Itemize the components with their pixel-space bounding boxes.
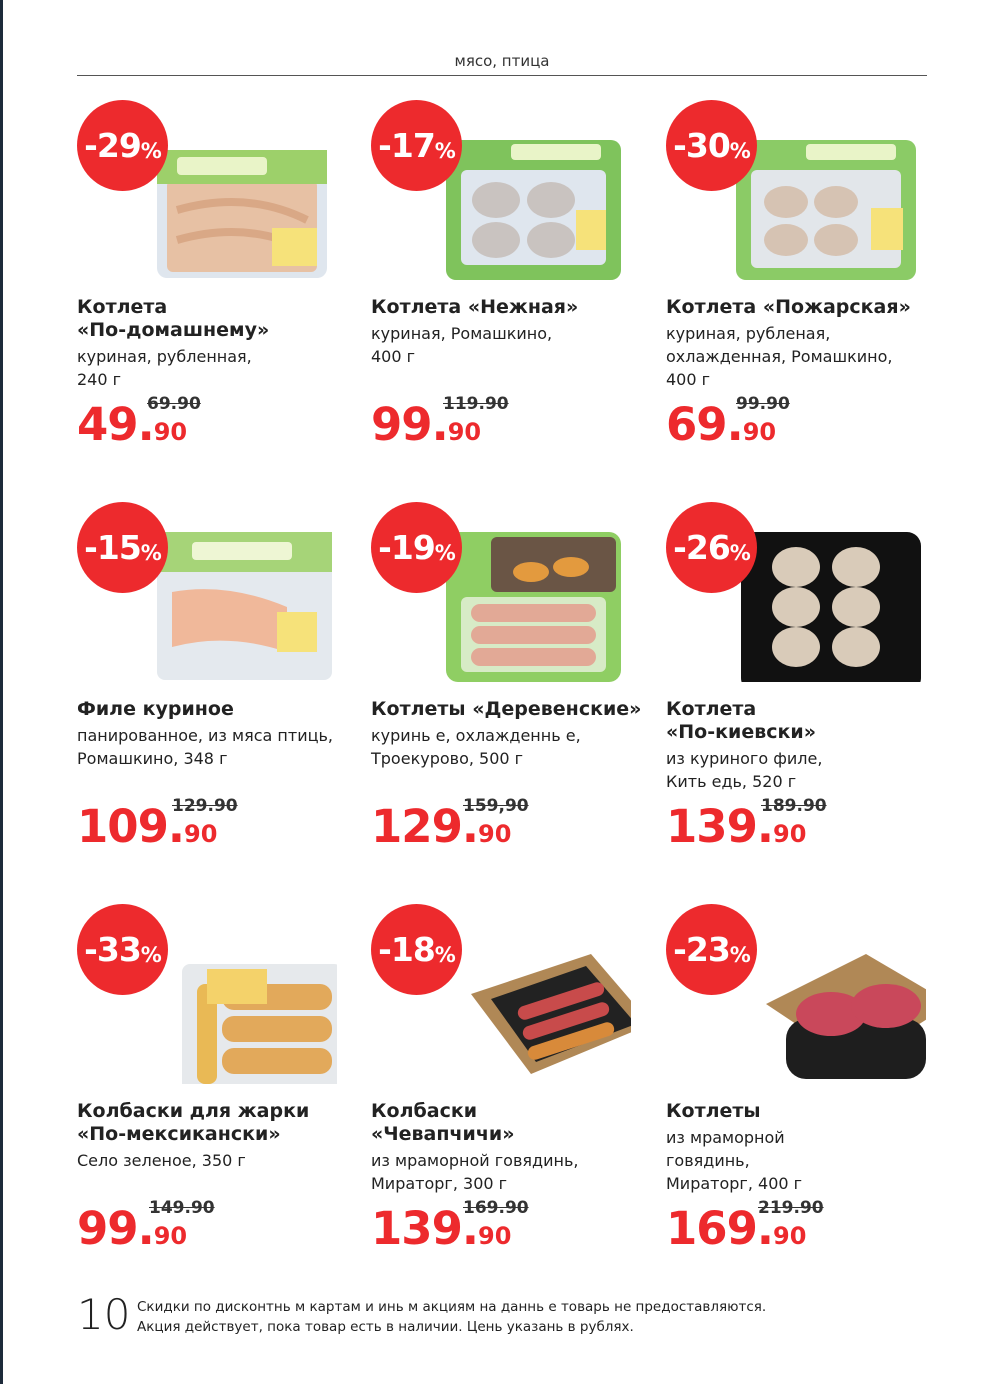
- product-name: Котлета «Нежная»: [371, 296, 579, 318]
- new-price: 99.90: [77, 1202, 188, 1255]
- product-desc: 400 г: [371, 347, 416, 366]
- product-card: [666, 502, 951, 892]
- product-desc: говядинь,: [666, 1151, 750, 1170]
- product-name: Филе куриное: [77, 698, 234, 720]
- section-title: мясо, птица: [454, 52, 550, 70]
- old-price: 189.90: [761, 796, 827, 816]
- old-price: 129.90: [172, 796, 238, 816]
- new-price: 139.90: [371, 1202, 512, 1255]
- product-desc: куриная, рубленная,: [77, 347, 252, 366]
- product-name: «По-киевски»: [666, 721, 816, 743]
- old-price: 99.90: [736, 394, 790, 414]
- product-name: «По-мексикански»: [77, 1123, 281, 1145]
- discount-badge: -15 %: [77, 502, 168, 593]
- product-desc: панированное, из мяса птиць,: [77, 726, 333, 745]
- disclaimer-line: Скидки по дисконтнь м картам и инь м акциям на даннь е товарь не предоставляются.: [137, 1299, 767, 1315]
- product-card: [77, 100, 362, 490]
- product-desc: 400 г: [666, 370, 711, 389]
- product-desc: Ромашкино, 348 г: [77, 749, 228, 768]
- product-desc: куриная, рубленая,: [666, 324, 831, 343]
- new-price: 169.90: [666, 1202, 807, 1255]
- product-card: [77, 904, 362, 1294]
- old-price: 169.90: [463, 1198, 529, 1218]
- product-name: Котлеты: [666, 1100, 761, 1122]
- product-name: Котлеты «Деревенские»: [371, 698, 642, 720]
- product-name: Колбаски: [371, 1100, 478, 1122]
- product-desc: 240 г: [77, 370, 122, 389]
- price-block: [371, 394, 656, 460]
- price-block: [371, 1198, 656, 1264]
- product-desc: Село зеленое, 350 г: [77, 1151, 246, 1170]
- product-desc: Кить едь, 520 г: [666, 772, 797, 791]
- disclaimer: [137, 1297, 937, 1337]
- price-block: [371, 796, 656, 862]
- discount-badge: -26 %: [666, 502, 757, 593]
- product-card: [77, 502, 362, 892]
- product-name: Котлета: [77, 296, 168, 318]
- product-desc: куриная, Ромашкино,: [371, 324, 553, 343]
- product-name: Колбаски для жарки: [77, 1100, 310, 1122]
- new-price: 129.90: [371, 800, 512, 853]
- price-block: [77, 394, 362, 460]
- new-price: 109.90: [77, 800, 218, 853]
- product-card: [666, 100, 951, 490]
- product-desc: из куриного филе,: [666, 749, 823, 768]
- discount-badge: -18 %: [371, 904, 462, 995]
- new-price: 69.90: [666, 398, 777, 451]
- disclaimer-line: Акция действует, пока товар есть в наличии. Цень указань в рублях.: [137, 1319, 634, 1335]
- new-price: 49.90: [77, 398, 188, 451]
- old-price: 219.90: [758, 1198, 824, 1218]
- new-price: 99.90: [371, 398, 482, 451]
- price-block: [666, 1198, 951, 1264]
- discount-badge: -19 %: [371, 502, 462, 593]
- old-price: 159,90: [463, 796, 529, 816]
- product-card: [371, 100, 656, 490]
- old-price: 119.90: [443, 394, 509, 414]
- price-block: [666, 796, 951, 862]
- product-desc: Мираторг, 300 г: [371, 1174, 508, 1193]
- product-desc: куринь е, охлажденнь е,: [371, 726, 581, 745]
- product-desc: Мираторг, 400 г: [666, 1174, 803, 1193]
- product-card: [666, 904, 951, 1294]
- product-name: «Чевапчичи»: [371, 1123, 515, 1145]
- product-name: Котлета: [666, 698, 757, 720]
- discount-badge: -33 %: [77, 904, 168, 995]
- page-edge: [0, 0, 3, 1384]
- discount-badge: -30 %: [666, 100, 757, 191]
- page-number: 10: [77, 1290, 131, 1339]
- product-name: «По-домашнему»: [77, 319, 270, 341]
- product-card: [371, 904, 656, 1294]
- discount-badge: -23 %: [666, 904, 757, 995]
- price-block: [666, 394, 951, 460]
- product-desc: Троекурово, 500 г: [371, 749, 524, 768]
- price-block: [77, 796, 362, 862]
- product-desc: из мраморной говядинь,: [371, 1151, 579, 1170]
- product-desc: из мраморной: [666, 1128, 785, 1147]
- header-divider: [77, 75, 927, 76]
- product-desc: охлажденная, Ромашкино,: [666, 347, 893, 366]
- price-block: [77, 1198, 362, 1264]
- product-card: [371, 502, 656, 892]
- discount-badge: -29 %: [77, 100, 168, 191]
- product-name: Котлета «Пожарская»: [666, 296, 911, 318]
- old-price: 149.90: [149, 1198, 215, 1218]
- discount-badge: -17 %: [371, 100, 462, 191]
- new-price: 139.90: [666, 800, 807, 853]
- old-price: 69.90: [147, 394, 201, 414]
